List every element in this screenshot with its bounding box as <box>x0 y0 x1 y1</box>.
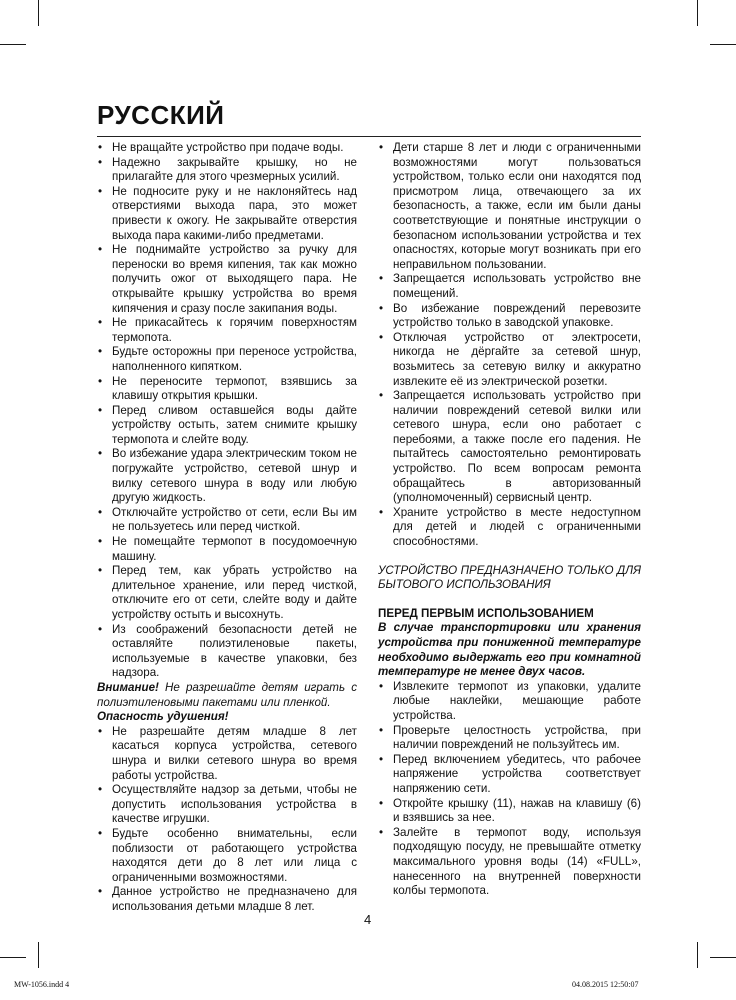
section-title-first-use: ПЕРЕД ПЕРВЫМ ИСПОЛЬЗОВАНИЕМ <box>378 606 594 620</box>
list-item: • Во избежание повреждений перевозите устройство только в заводской упаковке. <box>378 302 641 331</box>
warning-paragraph <box>97 681 357 710</box>
left-column <box>97 141 357 914</box>
list-item: • Осуществляйте надзор за детьми, чтобы не допустить использования устройства в качестве игрушки. <box>97 783 357 827</box>
list-item: • Во избежание удара электрическим током не погружайте устройство, сетевой шнур и вилку сетевого шнура в воду или любую другую жидкость. <box>97 447 357 505</box>
list-item: • Не разрешайте детям младше 8 лет касаться корпуса устройства, сетевого шнура и вилки сетевого шнура во время работы устройства. <box>97 725 357 783</box>
section-intro: В случае транспортировки или хранения устройства при пониженной температуре необходимо выдержать его при комнатной температуре не менее двух часов. <box>378 621 641 679</box>
page-number: 4 <box>364 912 372 927</box>
right-column <box>378 141 641 899</box>
warning-label: Внимание! <box>97 680 159 694</box>
list-item: • Запрещается использовать устройство вне помещений. <box>378 272 641 301</box>
list-item: • Откройте крышку (11), нажав на клавишу (6) и взявшись за нее. <box>378 797 641 826</box>
list-item: • Не переносите термопот, взявшись за клавишу открытия крышки. <box>97 375 357 404</box>
title-rule <box>97 136 641 137</box>
warning-text: Не разрешайте детям играть с полиэтиленовыми пакетами или пленкой. <box>97 680 357 709</box>
page-title: РУССКИЙ <box>97 100 225 130</box>
list-item: • Отключая устройство от электросети, никогда не дёргайте за сетевой шнур, возьмитесь за сетевую вилку и аккуратно извлеките её из электрической розетки. <box>378 331 641 389</box>
list-item: • Перед тем, как убрать устройство на длительное хранение, или перед чисткой, отключите его от сети, слейте воду и дайте устройству остыть и высохнуть. <box>97 564 357 622</box>
list-item: • Извлеките термопот из упаковки, удалите любые наклейки, мешающие работе устройства. <box>378 680 641 724</box>
list-item: • Будьте осторожны при переносе устройства, наполненного кипятком. <box>97 345 357 374</box>
list-item: • Из соображений безопасности детей не оставляйте полиэтиленовые пакеты, используемые в качестве упаковки, без надзора. <box>97 623 357 681</box>
list-item: • Дети старше 8 лет и люди с ограниченными возможностями могут пользоваться устройством, только если они находятся под присмотром лица, отвечающего за их безопасность, а также, если им были даны соответствующие и понятные инструкции о безопасном использовании устройства и тех опасностях, которые могут возникать при его неправильном пользовании. <box>378 141 641 272</box>
right-bullet-list-a <box>378 141 641 550</box>
list-item: • Проверьте целостность устройства, при наличии повреждений не пользуйтесь им. <box>378 724 641 753</box>
list-item: • Запрещается использовать устройство при наличии повреждений сетевой вилки или сетевого шнура, если оно работает с перебоями, а также после его падения. Не пытайтесь самостоятельно ремонтировать устройство. По всем вопросам ремонта обращайтесь в авторизованный (уполномоченный) сервисный центр. <box>378 389 641 506</box>
list-item: • Не вращайте устройство при подаче воды. <box>97 141 357 156</box>
list-item: • Данное устройство не предназначено для использования детьми младше 8 лет. <box>97 885 357 914</box>
household-use-note: УСТРОЙСТВО ПРЕДНАЗНАЧЕНО ТОЛЬКО ДЛЯ БЫТОВОГО ИСПОЛЬЗОВАНИЯ <box>378 563 641 592</box>
crop-mark-bottom-left-v <box>38 942 39 968</box>
crop-mark-bottom-right-h <box>710 957 736 958</box>
print-slug-datetime: 04.08.2015 12:50:07 <box>572 980 639 989</box>
crop-mark-top-left-v <box>38 0 39 26</box>
left-bullet-list-a <box>97 141 357 681</box>
crop-mark-top-right-v <box>697 0 698 26</box>
list-item: • Отключайте устройство от сети, если Вы им не пользуетесь или перед чисткой. <box>97 506 357 535</box>
list-item: • Не подносите руку и не наклоняйтесь над отверстиями выхода пара, это может привести к ожогу. Не закрывайте отверстия выхода пара какими-либо предметами. <box>97 185 357 243</box>
right-bullet-list-b <box>378 680 641 899</box>
crop-mark-bottom-right-v <box>697 942 698 968</box>
list-item: • Не поднимайте устройство за ручку для переноски во время кипения, так как можно получить ожог от выходящего пара. Не открывайте крышку устройства во время кипячения и сразу после закипания воды. <box>97 243 357 316</box>
crop-mark-top-left-h <box>0 44 26 45</box>
list-item: • Надежно закрывайте крышку, но не прилагайте для этого чрезмерных усилий. <box>97 156 357 185</box>
list-item: • Не помещайте термопот в посудомоечную машину. <box>97 535 357 564</box>
choking-hazard-label: Опасность удушения! <box>97 710 229 724</box>
list-item: • Будьте особенно внимательны, если поблизости от работающего устройства находятся дети до 8 лет или лица с ограниченными возможностями. <box>97 827 357 885</box>
left-bullet-list-b <box>97 725 357 915</box>
list-item: • Залейте в термопот воду, используя подходящую посуду, не превышайте отметку максимального уровня воды (14) «FULL», нанесенного на внутренней поверхности колбы термопота. <box>378 826 641 899</box>
crop-mark-top-right-h <box>710 44 736 45</box>
print-slug-file: MW-1056.indd 4 <box>14 980 70 989</box>
list-item: • Не прикасайтесь к горячим поверхностям термопота. <box>97 316 357 345</box>
list-item: • Перед сливом оставшейся воды дайте устройству остыть, затем снимите крышку термопота и слейте воду. <box>97 404 357 448</box>
list-item: • Перед включением убедитесь, что рабочее напряжение устройства соответствует напряжению сети. <box>378 753 641 797</box>
crop-mark-bottom-left-h <box>0 957 26 958</box>
list-item: • Храните устройство в месте недоступном для детей и людей с ограниченными способностями. <box>378 506 641 550</box>
